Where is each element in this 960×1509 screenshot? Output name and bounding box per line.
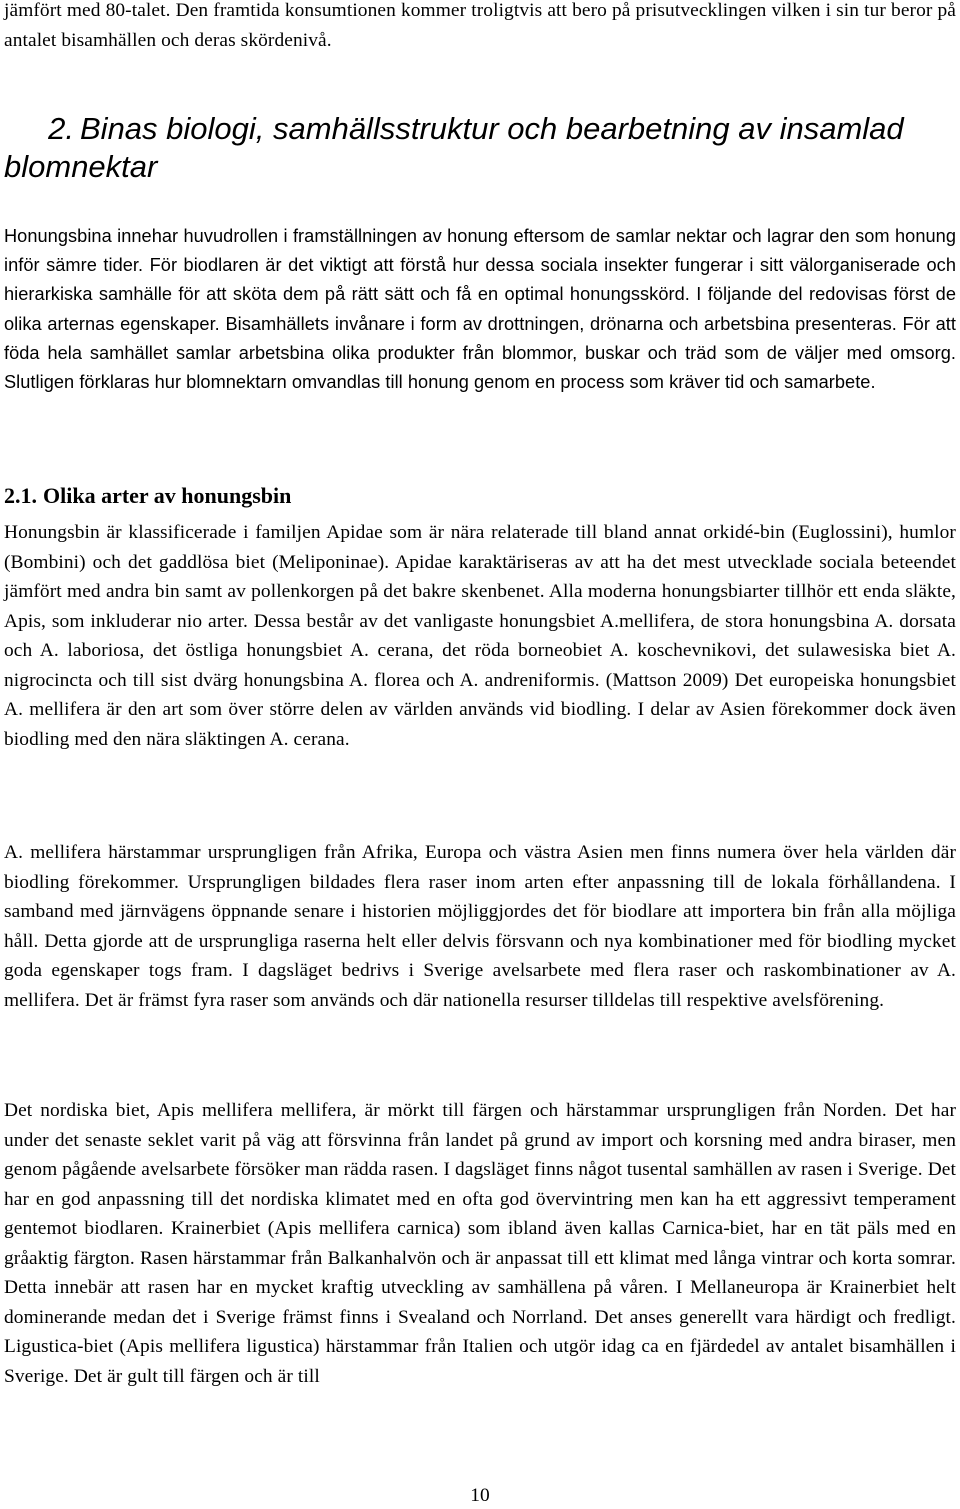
mellifera-origin-paragraph: A. mellifera härstammar ursprungligen från Afrika, Europa och västra Asien men finns numera över hela världen där biodling förekommer. Ursprungligen bildades flera raser inom arten efter anpassning till de lokala förhållandena. I samband med järnvägens öppnande senare i historien möjliggjordes det för biodlare att importera bin från alla möjliga håll. Detta gjorde att de ursprungliga raserna helt eller delvis försvann och nya kombinationer med för biodling mycket goda egenskaper togs fram. I dagsläget bedrivs i Sverige avelsarbete med flera raser och raskombinationer av A. mellifera. Det är främst fyra raser som används och där nationella resurser tilldelas till respektive avelsförening. [4, 842, 956, 1011]
page-number: 10 [470, 1485, 490, 1506]
subsection-title: Olika arter av honungsbin [43, 483, 292, 508]
subsection-number: 2.1. [4, 483, 37, 508]
subsection-heading [4, 481, 291, 511]
section-number: 2. [48, 111, 74, 146]
section-intro-paragraph: Honungsbina innehar huvudrollen i framställningen av honung eftersom de samlar nektar och lagrar den som honung inför sämre tider. För biodlaren är det viktigt att förstå hur dessa sociala insekter fungerar i sitt välorganiserade och hierarkiska samhälle för att sköta dem på rätt sätt och få en optimal honungsskörd. I följande del redovisas först de olika arternas egenskaper. Bisamhällets invånare i form av drottningen, drönarna och arbetsbina presenteras. För att föda hela samhället samlar arbetsbina olika produkter från blommor, buskar och träd som de väljer med omsorg. Slutligen förklaras hur blomnektarn omvandlas till honung genom en process som kräver tid och samarbete. [4, 226, 956, 393]
intro-paragraph: jämfört med 80-talet. Den framtida konsumtionen kommer troligtvis att bero på prisutvecklingen vilken i sin tur beror på antalet bisamhällen och deras skördenivå. [4, 0, 956, 51]
section-heading [4, 110, 944, 186]
species-paragraph: Honungsbin är klassificerade i familjen Apidae som är nära relaterade till bland annat orkidé-bin (Euglossini), humlor (Bombini) och det gaddlösa biet (Meliponinae). Apidae karaktäriseras av att ha det mest utvecklade sociala beteendet jämfört med andra bin samt av pollenkorgen på det bakre skenbenet. Alla moderna honungsbiarter tillhör ett enda släkte, Apis, som inkluderar nio arter. Dessa består av det vanligaste honungsbiet A.mellifera, de stora honungsbina A. dorsata och A. laboriosa, det östliga honungsbiet A. cerana, det röda borneobiet A. koschevnikovi, det sulawesiska biet A. nigrocincta och till sist dvärg honungsbina A. florea och A. andreniformis. (Mattson 2009) Det europeiska honungsbiet A. mellifera är den art som över större delen av världen används vid biodling. I delar av Asien förekommer dock även biodling med den nära släktingen A. cerana. [4, 522, 956, 750]
section-title: Binas biologi, samhällsstruktur och bearbetning av insamlad blomnektar [4, 111, 904, 184]
bee-races-paragraph: Det nordiska biet, Apis mellifera mellifera, är mörkt till färgen och härstammar ursprungligen från Norden. Det har under det senaste seklet varit på väg att försvinna från landet på grund av import och korsning med andra biraser, men genom pågående avelsarbete försöker man rädda rasen. I dagsläget finns något tusental samhällen av rasen i Sverige. Det har en god anpassning till det nordiska klimatet med en ofta god övervintring men kan ha ett aggressivt temperament gentemot biodlaren. Krainerbiet (Apis mellifera carnica) som ibland även kallas Carnica-biet, har en tät päls med en gråaktig färgton. Rasen härstammar från Balkanhalvön och är anpassat till ett klimat med långa vintrar och korta somrar. Detta innebär att rasen har en mycket kraftig utveckling av samhällena på våren. I Mellaneuropa är Krainerbiet helt dominerande medan det i Sverige främst finns i Svealand och Norrland. Det anses generellt vara härdigt och fredligt. Ligustica-biet (Apis mellifera ligustica) härstammar från Italien och utgör idag ca en fjärdedel av antalet bisamhällen i Sverige. Det är gult till färgen och är till [4, 1100, 956, 1387]
